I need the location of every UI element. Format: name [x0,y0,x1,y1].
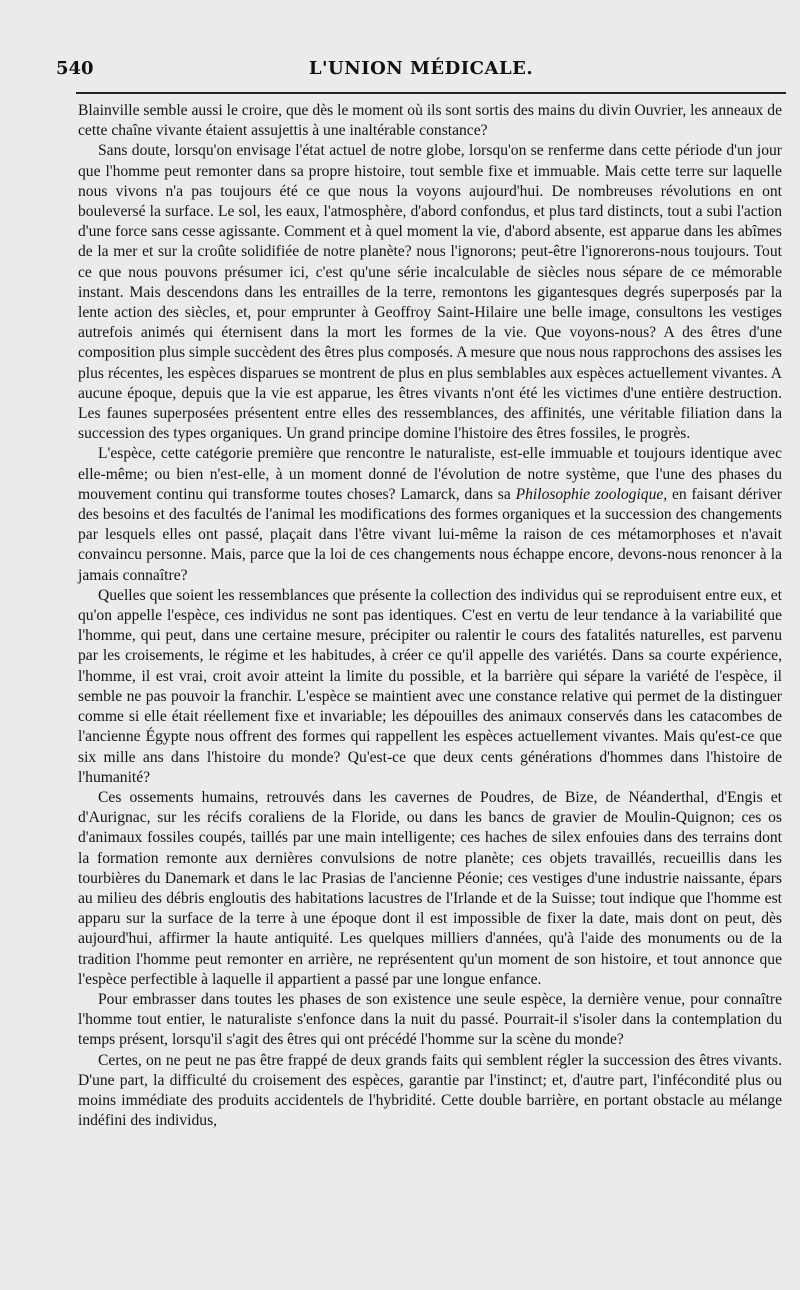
book-title: Philosophie zoologique, [515,485,668,503]
paragraph-7: Certes, on ne peut ne pas être frappé de deux grands faits qui semblent régler la succession des êtres vivants. D'une part, la difficulté du croisement des espèces, garantie par l'instinct; et, d'autre part, l'infécondité plus ou moins immédiate des produits accidentels de l'hybridité. Cette double barrière, en portant obstacle au mélange indéfini des individus, [78,1051,782,1130]
header-rule [76,92,786,94]
paragraph-3-text-before: L'espèce, cette catégorie première que rencontre le naturaliste, est-elle immuable et toujours identique avec elle-même; ou bien n'est-elle, à un moment donné de l'évolution de notre système, que l'une des phases du mouvement continu qui transforme toutes choses? Lamarck, dans sa [78,445,782,503]
paragraph-1: Blainville semble aussi le croire, que dès le moment où ils sont sortis des mains du divin Ouvrier, les anneaux de cette chaîne vivante étaient assujettis à une inaltérable constance? [78,102,782,140]
paragraph-2: Sans doute, lorsqu'on envisage l'état actuel de notre globe, lorsqu'on se renferme dans cette période d'un jour que l'homme peut remonter dans sa propre histoire, tout semble fixe et immuable. Mais cette terre sur laquelle nous vivons n'a pas toujours été ce que nous la voyons aujourd'hui. De nombreuses révolutions en ont bouleversé la surface. Le sol, les eaux, l'atmosphère, d'abord confondus, et plus tard distincts, tout a subi l'action d'une force sans cesse agissante. Comment et à quel moment la vie, d'abord absente, est apparue dans les abîmes de la mer et sur la croûte solidifiée de notre planète? nous l'ignorons; peut-être l'ignorerons-nous toujours. Tout ce que nous pouvons présumer ici, c'est qu'une série incalculable de siècles nous sépare de ce mémorable instant. Mais descendons dans les entrailles de la terre, remontons les gigantesques degrés superposés par la lente action des siècles, et, pour emprunter à Geoffroy Saint-Hilaire une belle image, consultons les vestiges autrefois animés qui éternisent dans la mort les formes de la vie. Que voyons-nous? A des êtres d'une composition plus simple succèdent des êtres plus composés. A mesure que nous nous rapprochons des assises les plus récentes, les espèces disparues se montrent de plus en plus semblables aux espèces actuellement vivantes. A aucune époque, depuis que la vie est apparue, les êtres vivants n'ont été les victimes d'une entière destruction. Les faunes superposées présentent entre elles des ressemblances, des affinités, une véritable filiation dans la succession des types organiques. Un grand principe domine l'histoire des êtres fossiles, le progrès. [78,142,782,443]
paragraph-3-text-after: en faisant dériver des besoins et des facultés de l'animal les modifications des formes organiques et la succession des changements par lesquels elles ont passé, plaçait dans l'être vivant lui-même la raison de ces métamorphoses et n'avait convaincu personne. Mais, parce que la loi de ces changements nous échappe encore, devons-nous renoncer à la jamais connaître? [78,485,783,584]
paragraph-3 [78,444,782,585]
article-body [78,101,782,1131]
paragraph-6: Pour embrasser dans toutes les phases de son existence une seule espèce, la dernière venue, pour connaître l'homme tout entier, le naturaliste s'enfonce dans la nuit du passé. Pourrait-il s'isoler dans la contemplation du temps présent, lorsqu'il s'agit des êtres qui ont précédé l'homme sur la scène du monde? [78,990,782,1049]
page-number: 540 [56,58,94,79]
paragraph-5: Ces ossements humains, retrouvés dans les cavernes de Poudres, de Bize, de Néanderthal, d'Engis et d'Aurignac, sur les récifs coraliens de la Floride, ou dans les bancs de gravier de Moulin-Quignon; ces os d'animaux fossiles coupés, taillés par une main intelligente; ces haches de silex enfouies dans des terrains dont la formation remonte aux dernières convulsions de notre planète; ces objets travaillés, recueillis dans les tourbières du Danemark et dans le lac Prasias de l'ancienne Péonie; ces vestiges d'une industrie naissante, épars au milieu des débris engloutis des habitations lacustres de l'Irlande et de la Suisse; tout indique que l'homme est apparu sur la surface de la terre à une époque dont il est impossible de fixer la date, mais dont on peut, dès aujourd'hui, affirmer la haute antiquité. Les quelques milliers d'années, qu'à l'aide des monuments ou de la tradition l'homme peut remonter en arrière, ne représentent qu'un moment de son histoire, et tout annonce que l'espèce perfectible à laquelle il appartient a passé par une longue enfance. [78,788,782,988]
paragraph-4: Quelles que soient les ressemblances que présente la collection des individus qui se reproduisent entre eux, et qu'on appelle l'espèce, ces individus ne sont pas identiques. C'est en vertu de leur tendance à la variabilité que l'homme, qui peut, dans une certaine mesure, précipiter ou ralentir le cours des fatalités naturelles, est parvenu par les croisements, le régime et les habitudes, à créer ce qu'il appelle des variétés. Dans sa courte expérience, l'homme, il est vrai, croit avoir atteint la limite du possible, et la barrière qui sépare la variété de l'espèce, il semble ne pas pouvoir la franchir. L'espèce se maintient avec une constance relative qui permet de la distinguer comme si elle était réellement fixe et invariable; les dépouilles des animaux conservés dans les catacombes de l'ancienne Égypte nous offrent des formes qui rappellent les espèces actuellement vivantes. Mais qu'est-ce que six mille ans dans l'histoire du monde? Qu'est-ce que deux cents générations d'hommes dans l'histoire de l'humanité? [78,586,782,786]
page-header [56,58,786,84]
running-title: L'UNION MÉDICALE. [308,58,534,79]
